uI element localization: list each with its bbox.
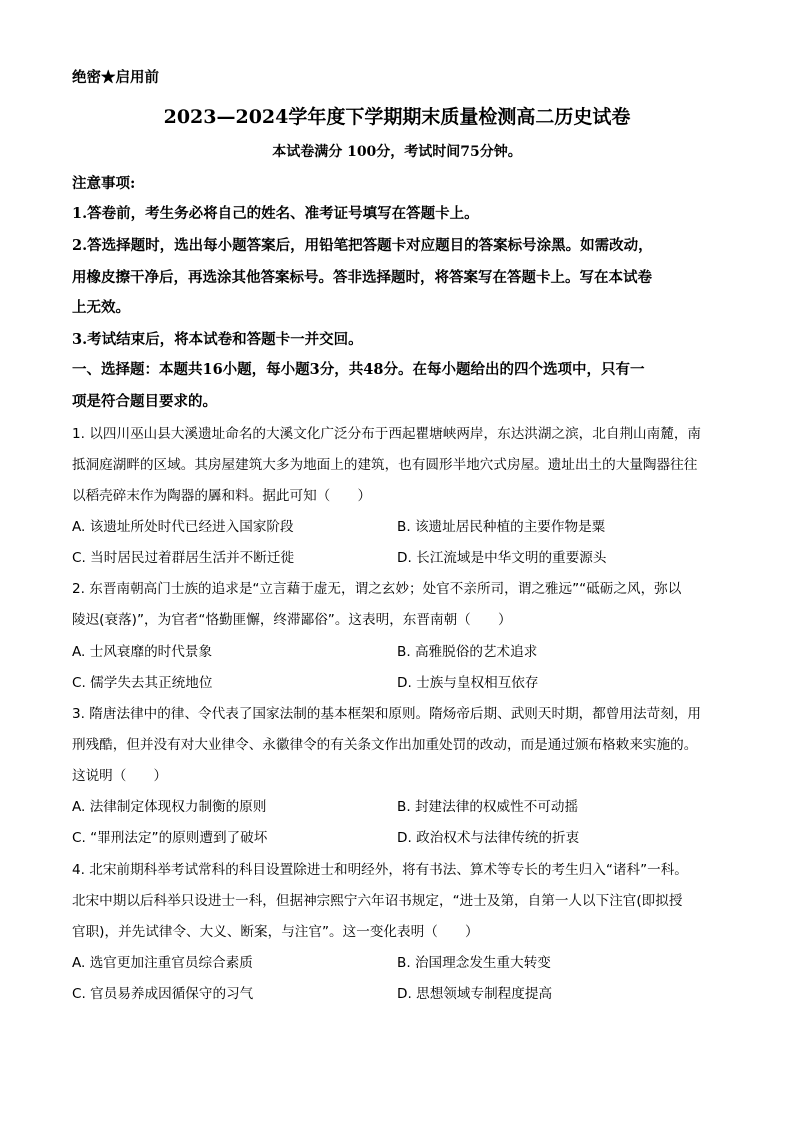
q2-stem-line-1: 2. 东晋南朝高门士族的追求是“立言藉于虚无，谓之玄妙；处官不亲所司，谓之雅远”“砥砺之风，弥以 [72,581,682,597]
q3-option-c: C. “罪刑法定”的原则遭到了破坏 [72,830,268,846]
q3-option-b: B. 封建法律的权威性不可动摇 [397,799,579,815]
q2-option-c: C. 儒学失去其正统地位 [72,675,213,691]
q2-option-b: B. 高雅脱俗的艺术追求 [397,644,538,660]
q1-option-c: C. 当时居民过着群居生活并不断迁徙 [72,550,295,566]
q3-stem-line-2: 刑残酷，但并没有对大业律令、永徽律令的有关条文作出加重处罚的改动，而是通过颁布格敕来实施的。 [72,737,698,753]
q2-stem-line-2: 陵迟(衰落)”，为官者“恪勤匪懈，终滞鄙俗”。这表明，东晋南朝（ ） [72,612,512,628]
q1-stem-line-1: 1. 以四川巫山县大溪遗址命名的大溪文化广泛分布于西起瞿塘峡两岸，东达洪湖之滨，北自荆山南麓，南 [72,426,702,442]
q4-option-c: C. 官员易养成因循保守的习气 [72,986,254,1002]
q1-option-a: A. 该遗址所处时代已经进入国家阶段 [72,519,294,535]
page-subtitle: 本试卷满分 100分，考试时间75分钟。 [272,144,522,160]
confidential-label: 绝密★启用前 [72,69,159,86]
note-2-line-3: 上无效。 [72,299,130,316]
q1-option-d: D. 长江流域是中华文明的重要源头 [397,550,607,566]
q4-stem-line-2: 北宋中期以后科举只设进士一科，但据神宗熙宁六年诏书规定，“进士及第，自第一人以下注官(即拟授 [72,893,683,909]
note-2-line-1: 2.答选择题时，选出每小题答案后，用铅笔把答题卡对应题目的答案标号涂黑。如需改动， [72,237,653,254]
q4-stem-line-1: 4. 北宋前期科举考试常科的科目设置除进士和明经外，将有书法、算术等专长的考生归入“诸科”一科。 [72,862,688,878]
section-heading-line-1: 一、选择题：本题共16小题，每小题3分，共48分。在每小题给出的四个选项中，只有一 [72,361,645,378]
notes-heading: 注意事项: [72,175,136,192]
q4-option-a: A. 选官更加注重官员综合素质 [72,955,253,971]
q3-stem-line-3: 这说明（ ） [72,768,168,784]
q1-option-b: B. 该遗址居民种植的主要作物是粟 [397,519,606,535]
q4-option-d: D. 思想领域专制程度提高 [397,986,553,1002]
section-heading-line-2: 项是符合题目要求的。 [72,393,217,410]
page-title: 2023—2024学年度下学期期末质量检测高二历史试卷 [163,106,631,128]
q2-option-d: D. 士族与皇权相互依存 [397,675,539,691]
q4-option-b: B. 治国理念发生重大转变 [397,955,551,971]
q4-stem-line-3: 官职)，并先试律令、大义、断案，与注官”。这一变化表明（ ） [72,924,479,940]
q1-stem-line-3: 以稻壳碎末作为陶器的羼和料。据此可知（ ） [72,488,372,504]
note-2-line-2: 用橡皮擦干净后，再选涂其他答案标号。答非选择题时，将答案写在答题卡上。写在本试卷 [72,269,652,286]
q3-option-a: A. 法律制定体现权力制衡的原则 [72,799,267,815]
note-3: 3.考试结束后，将本试卷和答题卡一并交回。 [72,331,363,348]
q2-option-a: A. 士风衰靡的时代景象 [72,644,213,660]
q3-option-d: D. 政治权术与法律传统的折衷 [397,830,580,846]
q3-stem-line-1: 3. 隋唐法律中的律、令代表了国家法制的基本框架和原则。隋炀帝后期、武则天时期，都曾用法苛刻，用 [72,706,702,722]
q1-stem-line-2: 抵洞庭湖畔的区域。其房屋建筑大多为地面上的建筑，也有圆形半地穴式房屋。遗址出土的大量陶器往往 [72,457,698,473]
note-1: 1.答卷前，考生务必将自己的姓名、准考证号填写在答题卡上。 [72,205,479,222]
